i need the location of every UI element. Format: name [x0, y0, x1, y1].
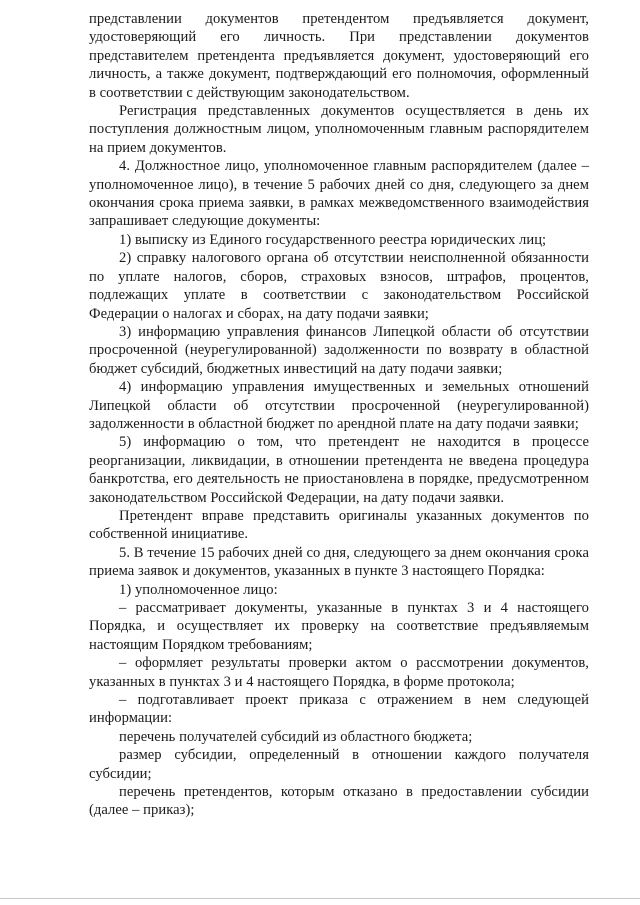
document-body [89, 10, 589, 820]
dash-item-draft-order: – подготавливает проект приказа с отражением в нем следующей информации: [89, 692, 589, 727]
paragraph-item-5: 5. В течение 15 рабочих дней со дня, следующего за днем окончания срока приема заявок и документов, указанных в пункте 3 настоящего Порядка: [89, 544, 589, 580]
list-item-finance-info: 3) информацию управления финансов Липецкой области об отсутствии просроченной (неурегулированной) задолженности по возврату в областной бюджет субсидий, бюджетных инвестиций на дату подачи заявки; [89, 323, 589, 377]
paragraph-own-initiative: Претендент вправе представить оригиналы указанных документов по собственной инициативе. [89, 507, 589, 543]
paragraph-identity-docs: представлении документов претендентом предъявляется документ, удостоверяющий его личность. При представлении документов представителем претендента предъявляется документ, удостоверяющий его личность, а также документ, подтверждающий его полномочия, оформленный в соответствии с действующим законодательством. [89, 11, 589, 101]
dash-item-review: – рассматривает документы, указанные в пунктах 3 и 4 настоящего Порядка, и осуществляет их проверку на соответствие предъявляемым настоящим Порядком требованиям; [89, 600, 589, 653]
list-item-authorized-person: 1) уполномоченное лицо: [119, 581, 278, 598]
dash-item-protocol: – оформляет результаты проверки актом о рассмотрении документов, указанных в пунктах 3 и 4 настоящего Порядка, в форме протокола; [89, 655, 589, 690]
order-info-subsidy-size: размер субсидии, определенный в отношении каждого получателя субсидии; [89, 747, 589, 782]
paragraph-item-4: 4. Должностное лицо, уполномоченное главным распорядителем (далее – уполномоченное лицо), в течение 5 рабочих дней со дня, следующего за днем окончания срока приема заявки, в рамках межведомственного взаимодействия запрашивает следующие документы: [89, 158, 589, 230]
list-item-extract: 1) выписку из Единого государственного реестра юридических лиц; [119, 231, 547, 248]
list-item-tax-certificate: 2) справку налогового органа об отсутствии неисполненной обязанности по уплате налогов, сборов, страховых взносов, штрафов, процентов, подлежащих уплате в соответствии с законодательством Российской Федерации о налогах и сборах, на дату подачи заявки; [89, 250, 589, 322]
list-item-property-info: 4) информацию управления имущественных и земельных отношений Липецкой области об отсутствии просроченной (неурегулированной) задолженности в областной бюджет по арендной плате на дату подачи заявки; [89, 379, 589, 432]
order-info-refused: перечень претендентов, которым отказано в предоставлении субсидии (далее – приказ); [89, 784, 589, 819]
order-info-recipients: перечень получателей субсидий из областного бюджета; [119, 728, 473, 745]
list-item-reorganization-info: 5) информацию о том, что претендент не находится в процессе реорганизации, ликвидации, в отношении претендента не введена процедура банкротства, его деятельность не приостановлена в порядке, предусмотренном законодательством Российской Федерации, на дату подачи заявки. [89, 434, 589, 506]
paragraph-registration: Регистрация представленных документов осуществляется в день их поступления должностным лицом, уполномоченным главным распорядителем на прием документов. [89, 103, 589, 156]
page-bottom-line [0, 898, 640, 899]
